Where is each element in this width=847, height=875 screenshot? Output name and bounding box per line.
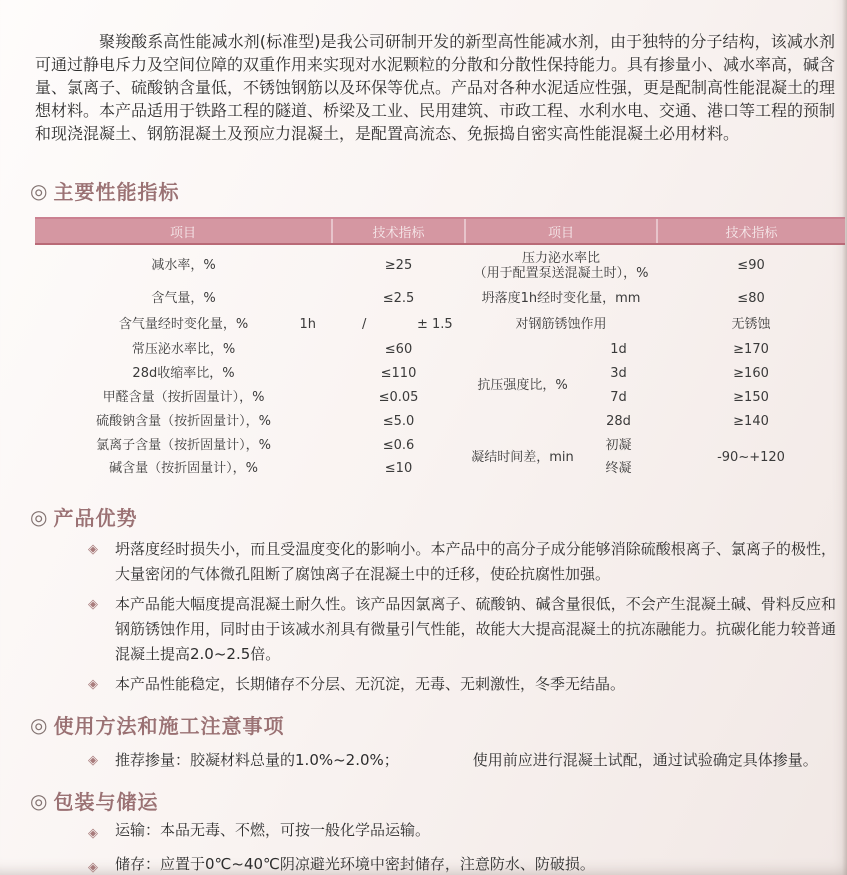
item-label: 减水率，% [151,257,216,273]
section-marker-icon: ◎ [30,788,48,813]
advantages-list [88,537,836,702]
item-value: ≤10 [384,461,413,476]
item-value [332,312,465,338]
section-marker-icon: ◎ [30,712,48,737]
advantage-text: 本产品能大幅度提高混凝土耐久性。该产品因氯离子、硫酸钠、碱含量很低，不会产生混凝土碱、骨料反应和钢筋锈蚀作用，同时由于该减水剂具有微量引气性能，故能大大提高混凝土的抗冻融能力。抗碳化能力较普通混凝土提高2.0~2.5倍。 [115,595,836,663]
setting-final-label: 终凝 [605,461,632,476]
item-value: ≤0.6 [382,437,415,453]
pressure-bleed-line1: 压力泌水率比 [522,250,601,266]
item-value: ≤60 [384,342,413,357]
diamond-bullet-icon: ◈ [88,677,98,692]
section-heading-packaging [30,786,158,815]
age-label: 1d [610,342,627,357]
age-label: 7d [610,390,627,405]
item-label [35,312,332,338]
list-item [88,821,836,846]
list-item [88,748,836,773]
item-value: 无锈蚀 [731,317,771,332]
setting-time-label: 凝结时间差，min [471,449,574,465]
advantage-text: 坍落度经时损失小，而且受温度变化的影响小。本产品中的高分子成分能够消除硫酸根离子、氯离子的极性，大量密闭的气体微孔阻断了腐蚀离子在混凝土中的迁移，使砼抗腐性加强。 [115,540,836,583]
performance-table [35,217,845,481]
item-label: 氯离子含量（按折固量计），% [96,437,271,453]
item-value: ≥160 [733,366,769,381]
item-value: ≤110 [380,366,417,381]
item-value: ≤0.05 [378,390,419,405]
air-change-value: ± 1.5 [417,317,453,332]
item-label [465,244,657,286]
setting-initial-label: 初凝 [605,437,632,453]
item-label: 硫酸钠含量（按折固量计），% [96,414,271,429]
usage-list [88,748,836,778]
list-item [88,537,836,587]
table-row [35,434,845,457]
section-title-packaging: 包装与储运 [53,790,159,814]
age-label: 3d [610,366,627,381]
item-label: 对钢筋锈蚀作用 [515,317,607,332]
item-label: 常压泌水率比，% [131,342,236,357]
usage-dosage: 推荐掺量：胶凝材料总量的1.0%~2.0%； [115,751,399,769]
list-item [88,592,836,667]
storage-text: 储存：应置于0℃~40℃阴凉避光环境中密封储存，注意防水、防破损。 [115,855,595,873]
section-title-advantages: 产品优势 [53,506,138,530]
header-index-left: 技术指标 [332,218,465,244]
air-change-time: 1h [299,317,316,332]
advantage-text: 本产品性能稳定，长期储存不分层、无沉淀，无毒、无刺激性，冬季无结晶。 [115,675,626,693]
packaging-list [88,821,836,875]
table-row [35,410,845,434]
header-item-right: 项目 [465,218,657,244]
slash-separator: / [362,317,367,332]
item-value: ≤80 [737,291,765,306]
item-label: 28d收缩率比，% [132,366,235,381]
list-item [88,855,836,875]
item-value: ≤90 [737,257,765,273]
item-value: ≥140 [733,414,769,429]
diamond-bullet-icon: ◈ [88,826,98,841]
table-row [35,244,845,286]
section-marker-icon: ◎ [30,504,48,529]
item-value: ≤2.5 [382,291,415,306]
item-value: ≥150 [733,390,769,405]
section-heading-advantages [30,502,137,531]
section-heading-usage [30,710,284,739]
usage-note: 使用前应进行混凝土试配，通过试验确定具体掺量。 [472,751,818,769]
section-marker-icon: ◎ [30,178,48,203]
table-row [35,362,845,386]
age-label: 28d [606,414,631,429]
section-title-usage: 使用方法和施工注意事项 [53,714,285,738]
air-change-label: 含气量经时变化量，% [118,317,249,332]
list-item [88,672,836,697]
table-header-row [35,218,845,244]
section-heading-performance [30,176,179,205]
pressure-bleed-line2: （用于配置泵送混凝土时），% [473,265,649,281]
table-row [35,312,845,338]
transport-text: 运输：本品无毒、不燃，可按一般化学品运输。 [115,821,431,839]
item-value: ≥170 [733,342,769,357]
diamond-bullet-icon: ◈ [88,542,98,557]
item-value: -90~+120 [717,449,785,465]
table-row [35,286,845,312]
intro-paragraph: 聚羧酸系高性能减水剂(标准型)是我公司研制开发的新型高性能减水剂，由于独特的分子结构，该减水剂可通过静电斥力及空间位障的双重作用来实现对水泥颗粒的分散和分散性保持能力。具有掺量小、减水率高，碱含量、氯离子、硫酸钠含量低，不锈蚀钢筋以及环保等优点。产品对各种水泥适应性强，更是配制高性能混凝土的理想材料。本产品适用于铁路工程的隧道、桥梁及工业、民用建筑、市政工程、水利水电、交通、港口等工程的预制和现浇混凝土、钢筋混凝土及预应力混凝土，是配置高流态、免振捣自密实高性能混凝土必用材料。 [35,32,836,143]
header-index-right: 技术指标 [657,218,845,244]
section-title-performance: 主要性能指标 [53,180,180,204]
compressive-label: 抗压强度比，% [477,378,568,393]
item-label: 含气量，% [151,291,216,306]
item-value: ≤5.0 [382,414,415,429]
item-label: 坍落度1h经时变化量，mm [481,291,641,306]
header-item-left: 项目 [35,218,332,244]
diamond-bullet-icon: ◈ [88,860,98,875]
item-value: ≥25 [384,257,413,273]
table-row [35,386,845,410]
diamond-bullet-icon: ◈ [88,753,98,768]
diamond-bullet-icon: ◈ [88,597,98,612]
table-row [35,338,845,362]
item-label: 甲醛含量（按折固量计），% [102,390,265,405]
item-label: 碱含量（按折固量计），% [109,461,258,476]
